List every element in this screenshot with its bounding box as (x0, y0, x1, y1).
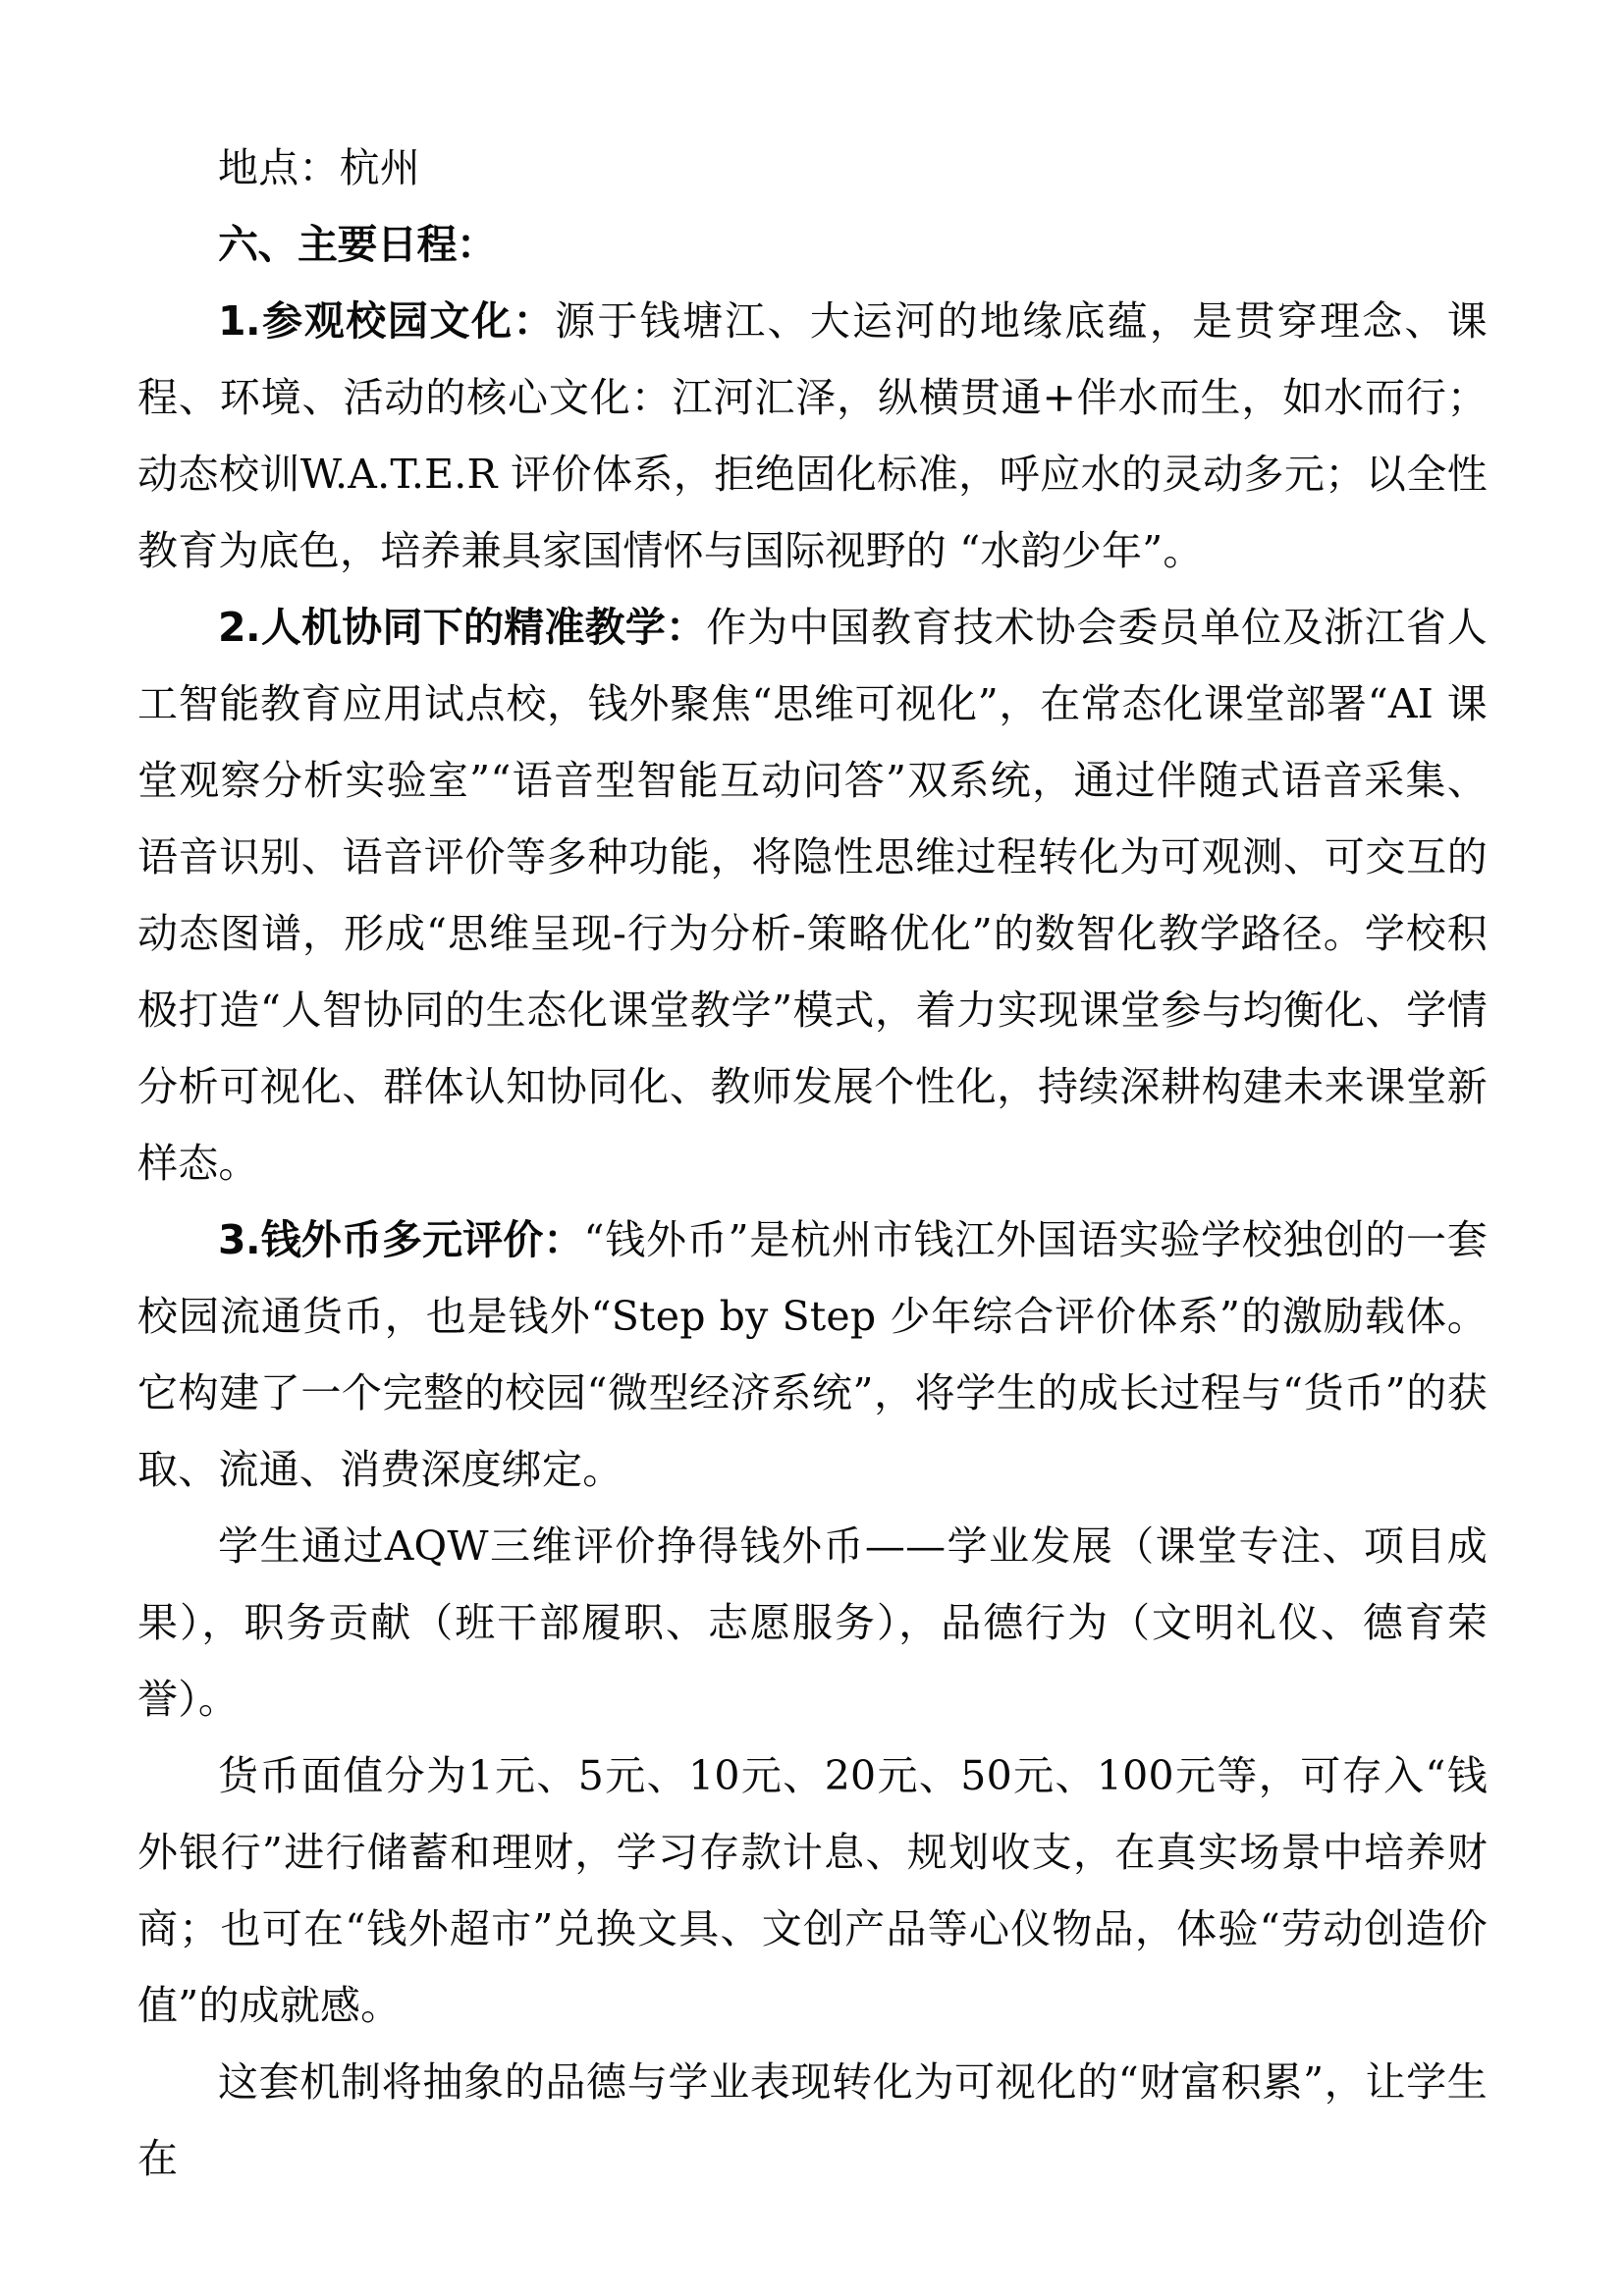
schedule-item-2-lead: 2.人机协同下的精准教学： (218, 604, 707, 651)
schedule-item-1-body: 源于钱塘江、大运河的地缘底蕴，是贯穿理念、课程、环境、活动的核心文化：江河汇泽，纵横贯通+伴水而生，如水而行；动态校训W.A.T.E.R 评价体系，拒绝固化标准，呼应水的灵动多元；以全性教育为底色，培养兼具家国情怀与国际视野的 “水韵少年”。 (137, 297, 1488, 574)
schedule-item-3-detail-mechanism: 这套机制将抽象的品德与学业表现转化为可视化的“财富积累”，让学生在 (137, 2058, 1488, 2182)
schedule-item-3 (137, 1201, 1488, 1508)
schedule-item-2-body: 作为中国教育技术协会委员单位及浙江省人工智能教育应用试点校，钱外聚焦“思维可视化”，在常态化课堂部署“AI 课堂观察分析实验室”“语音型智能互动问答”双系统，通过伴随式语音采集、语音识别、语音评价等多种功能，将隐性思维过程转化为可观测、可交互的动态图谱，形成“思维呈现-行为分析-策略优化”的数智化教学路径。学校积极打造“人智协同的生态化课堂教学”模式，着力实现课堂参与均衡化、学情分析可视化、群体认知协同化、教师发展个性化，持续深耕构建未来课堂新样态。 (137, 604, 1488, 1187)
schedule-item-1 (137, 283, 1488, 589)
schedule-item-3-body: “钱外币”是杭州市钱江外国语实验学校独创的一套校园流通货币，也是钱外“Step by Step 少年综合评价体系”的激励载体。它构建了一个完整的校园“微型经济系统”，将学生的成长过程与“货币”的获取、流通、消费深度绑定。 (137, 1216, 1488, 1493)
schedule-item-2 (137, 589, 1488, 1201)
schedule-item-3-lead: 3.钱外币多元评价： (218, 1216, 584, 1263)
location-line: 地点：杭州 (218, 144, 420, 191)
document-body (137, 130, 1488, 2197)
schedule-item-3-detail-aqw: 学生通过AQW三维评价挣得钱外币——学业发展（课堂专注、项目成果），职务贡献（班干部履职、志愿服务），品德行为（文明礼仪、德育荣誉）。 (137, 1522, 1488, 1723)
section-heading-main-schedule: 六、主要日程： (218, 221, 497, 268)
schedule-item-3-detail-denominations: 货币面值分为1元、5元、10元、20元、50元、100元等，可存入“钱外银行”进行储蓄和理财，学习存款计息、规划收支，在真实场景中培养财商；也可在“钱外超市”兑换文具、文创产品等心仪物品，体验“劳动创造价值”的成就感。 (137, 1752, 1488, 2029)
schedule-item-1-lead: 1.参观校园文化： (218, 297, 556, 345)
